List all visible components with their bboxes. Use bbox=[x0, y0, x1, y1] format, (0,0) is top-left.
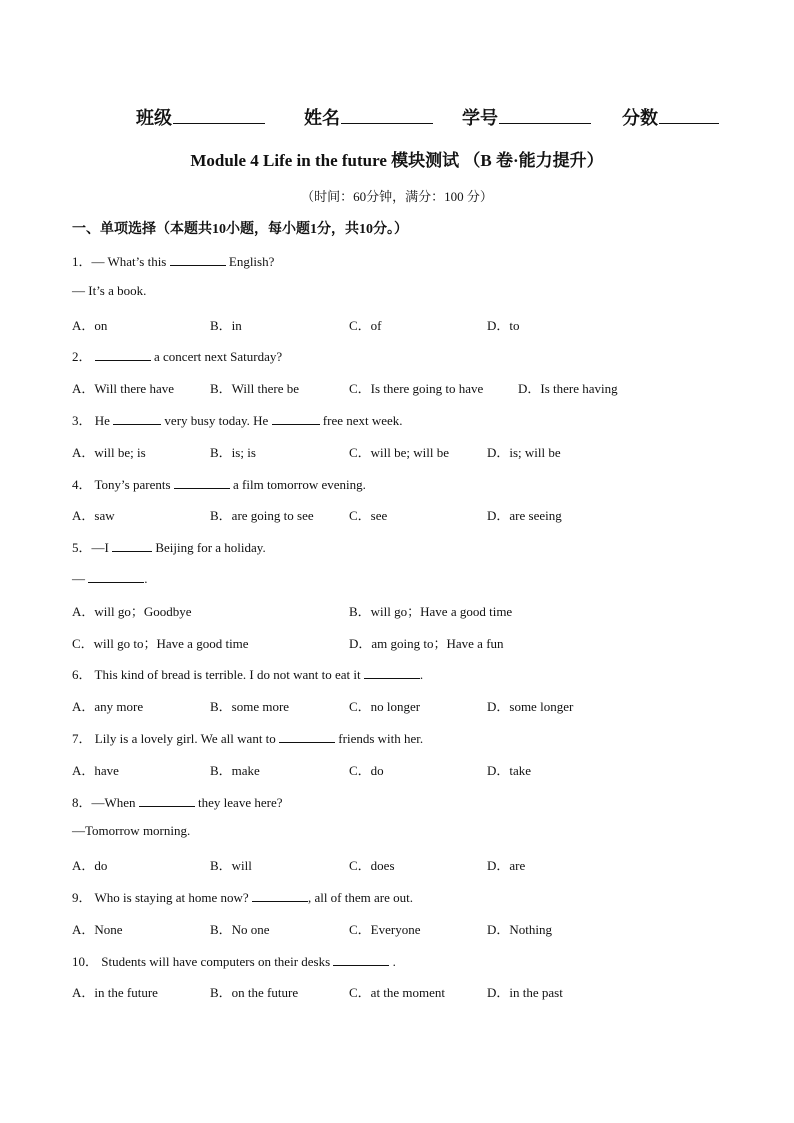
q9-option-b[interactable]: B．No one bbox=[210, 922, 270, 937]
q3-stem: 3． He very busy today. He free next week. bbox=[72, 413, 403, 428]
q5-option-c[interactable]: C．will go to；Have a good time bbox=[72, 636, 249, 651]
name-field bbox=[304, 104, 433, 130]
q7-option-c[interactable]: C．do bbox=[349, 763, 384, 778]
q6-option-c[interactable]: C．no longer bbox=[349, 699, 421, 714]
q2-option-c[interactable]: C．Is there going to have bbox=[349, 381, 484, 396]
answer-blank bbox=[333, 952, 389, 966]
page-title: Module 4 Life in the future 模块测试 （B 卷·能力提升） bbox=[190, 151, 604, 170]
q3-option-c[interactable]: C．will be; will be bbox=[349, 445, 450, 460]
name-blank[interactable] bbox=[341, 105, 433, 124]
answer-blank bbox=[139, 793, 195, 807]
q8-answer-line: —Tomorrow morning. bbox=[72, 823, 191, 838]
q7-option-d[interactable]: D．take bbox=[487, 763, 532, 778]
q10-option-c[interactable]: C．at the moment bbox=[349, 985, 446, 1000]
q6-option-d[interactable]: D．some longer bbox=[487, 699, 574, 714]
q5-reply-line: — . bbox=[72, 571, 148, 586]
exam-time-info: （时间：60分钟，满分：100 分） bbox=[301, 189, 493, 204]
q4-stem: 4． Tony’s parents a film tomorrow evening. bbox=[72, 477, 366, 492]
q2-option-a[interactable]: A．Will there have bbox=[72, 381, 174, 396]
q8-stem: 8．—When they leave here? bbox=[72, 795, 283, 810]
answer-blank bbox=[252, 888, 308, 902]
answer-blank bbox=[174, 475, 230, 489]
class-label: 班级 bbox=[136, 108, 172, 128]
q6-stem: 6． This kind of bread is terrible. I do not want to eat it . bbox=[72, 667, 424, 682]
q6-option-a[interactable]: A．any more bbox=[72, 699, 144, 714]
student-id-blank[interactable] bbox=[499, 105, 591, 124]
q2-option-d[interactable]: D．Is there having bbox=[518, 381, 618, 396]
q4-option-c[interactable]: C．see bbox=[349, 508, 388, 523]
q1-option-a[interactable]: A．on bbox=[72, 318, 108, 333]
q2-option-b[interactable]: B．Will there be bbox=[210, 381, 300, 396]
student-id-field bbox=[462, 104, 591, 130]
q3-option-d[interactable]: D．is; will be bbox=[487, 445, 561, 460]
q1-option-d[interactable]: D．to bbox=[487, 318, 520, 333]
score-blank[interactable] bbox=[659, 105, 719, 124]
q1-answer-line: — It’s a book. bbox=[72, 283, 147, 298]
answer-blank bbox=[170, 252, 226, 266]
answer-blank bbox=[88, 569, 144, 583]
q8-option-c[interactable]: C．does bbox=[349, 858, 395, 873]
q1-option-b[interactable]: B．in bbox=[210, 318, 242, 333]
q9-stem: 9． Who is staying at home now? , all of them are out. bbox=[72, 890, 413, 905]
answer-blank bbox=[279, 729, 335, 743]
q7-stem: 7． Lily is a lovely girl. We all want to friends with her. bbox=[72, 731, 424, 746]
answer-blank bbox=[272, 411, 320, 425]
q2-stem: 2． a concert next Saturday? bbox=[72, 349, 283, 364]
q5-stem: 5．—I Beijing for a holiday. bbox=[72, 540, 266, 555]
q9-option-a[interactable]: A．None bbox=[72, 922, 123, 937]
q7-option-a[interactable]: A．have bbox=[72, 763, 119, 778]
answer-blank bbox=[95, 347, 151, 361]
q10-option-d[interactable]: D．in the past bbox=[487, 985, 563, 1000]
answer-blank bbox=[364, 665, 420, 679]
q10-stem: 10． Students will have computers on their desks . bbox=[72, 954, 396, 969]
score-label: 分数 bbox=[622, 108, 658, 128]
score-field bbox=[622, 104, 719, 130]
q3-option-a[interactable]: A．will be; is bbox=[72, 445, 146, 460]
q8-option-a[interactable]: A．do bbox=[72, 858, 108, 873]
q10-option-b[interactable]: B．on the future bbox=[210, 985, 299, 1000]
q9-option-c[interactable]: C．Everyone bbox=[349, 922, 421, 937]
q4-option-b[interactable]: B．are going to see bbox=[210, 508, 314, 523]
q9-option-d[interactable]: D．Nothing bbox=[487, 922, 553, 937]
student-info-row bbox=[136, 104, 736, 130]
q5-option-b[interactable]: B．will go；Have a good time bbox=[349, 604, 513, 619]
q6-option-b[interactable]: B．some more bbox=[210, 699, 290, 714]
answer-blank bbox=[112, 538, 152, 552]
class-field bbox=[136, 104, 265, 130]
q4-option-d[interactable]: D．are seeing bbox=[487, 508, 562, 523]
q5-option-a[interactable]: A．will go；Goodbye bbox=[72, 604, 192, 619]
q7-option-b[interactable]: B．make bbox=[210, 763, 260, 778]
answer-blank bbox=[113, 411, 161, 425]
q8-option-b[interactable]: B．will bbox=[210, 858, 252, 873]
class-blank[interactable] bbox=[173, 105, 265, 124]
q8-option-d[interactable]: D．are bbox=[487, 858, 526, 873]
section-heading: 一、单项选择（本题共10小题，每小题1分，共10分。） bbox=[72, 222, 408, 237]
q4-option-a[interactable]: A．saw bbox=[72, 508, 115, 523]
q1-stem: 1．— What’s this English? bbox=[72, 254, 275, 269]
q1-option-c[interactable]: C．of bbox=[349, 318, 382, 333]
q5-option-d[interactable]: D．am going to；Have a fun bbox=[349, 636, 504, 651]
q10-option-a[interactable]: A．in the future bbox=[72, 985, 158, 1000]
q3-option-b[interactable]: B．is; is bbox=[210, 445, 256, 460]
name-label: 姓名 bbox=[304, 108, 340, 128]
student-id-label: 学号 bbox=[462, 108, 498, 128]
